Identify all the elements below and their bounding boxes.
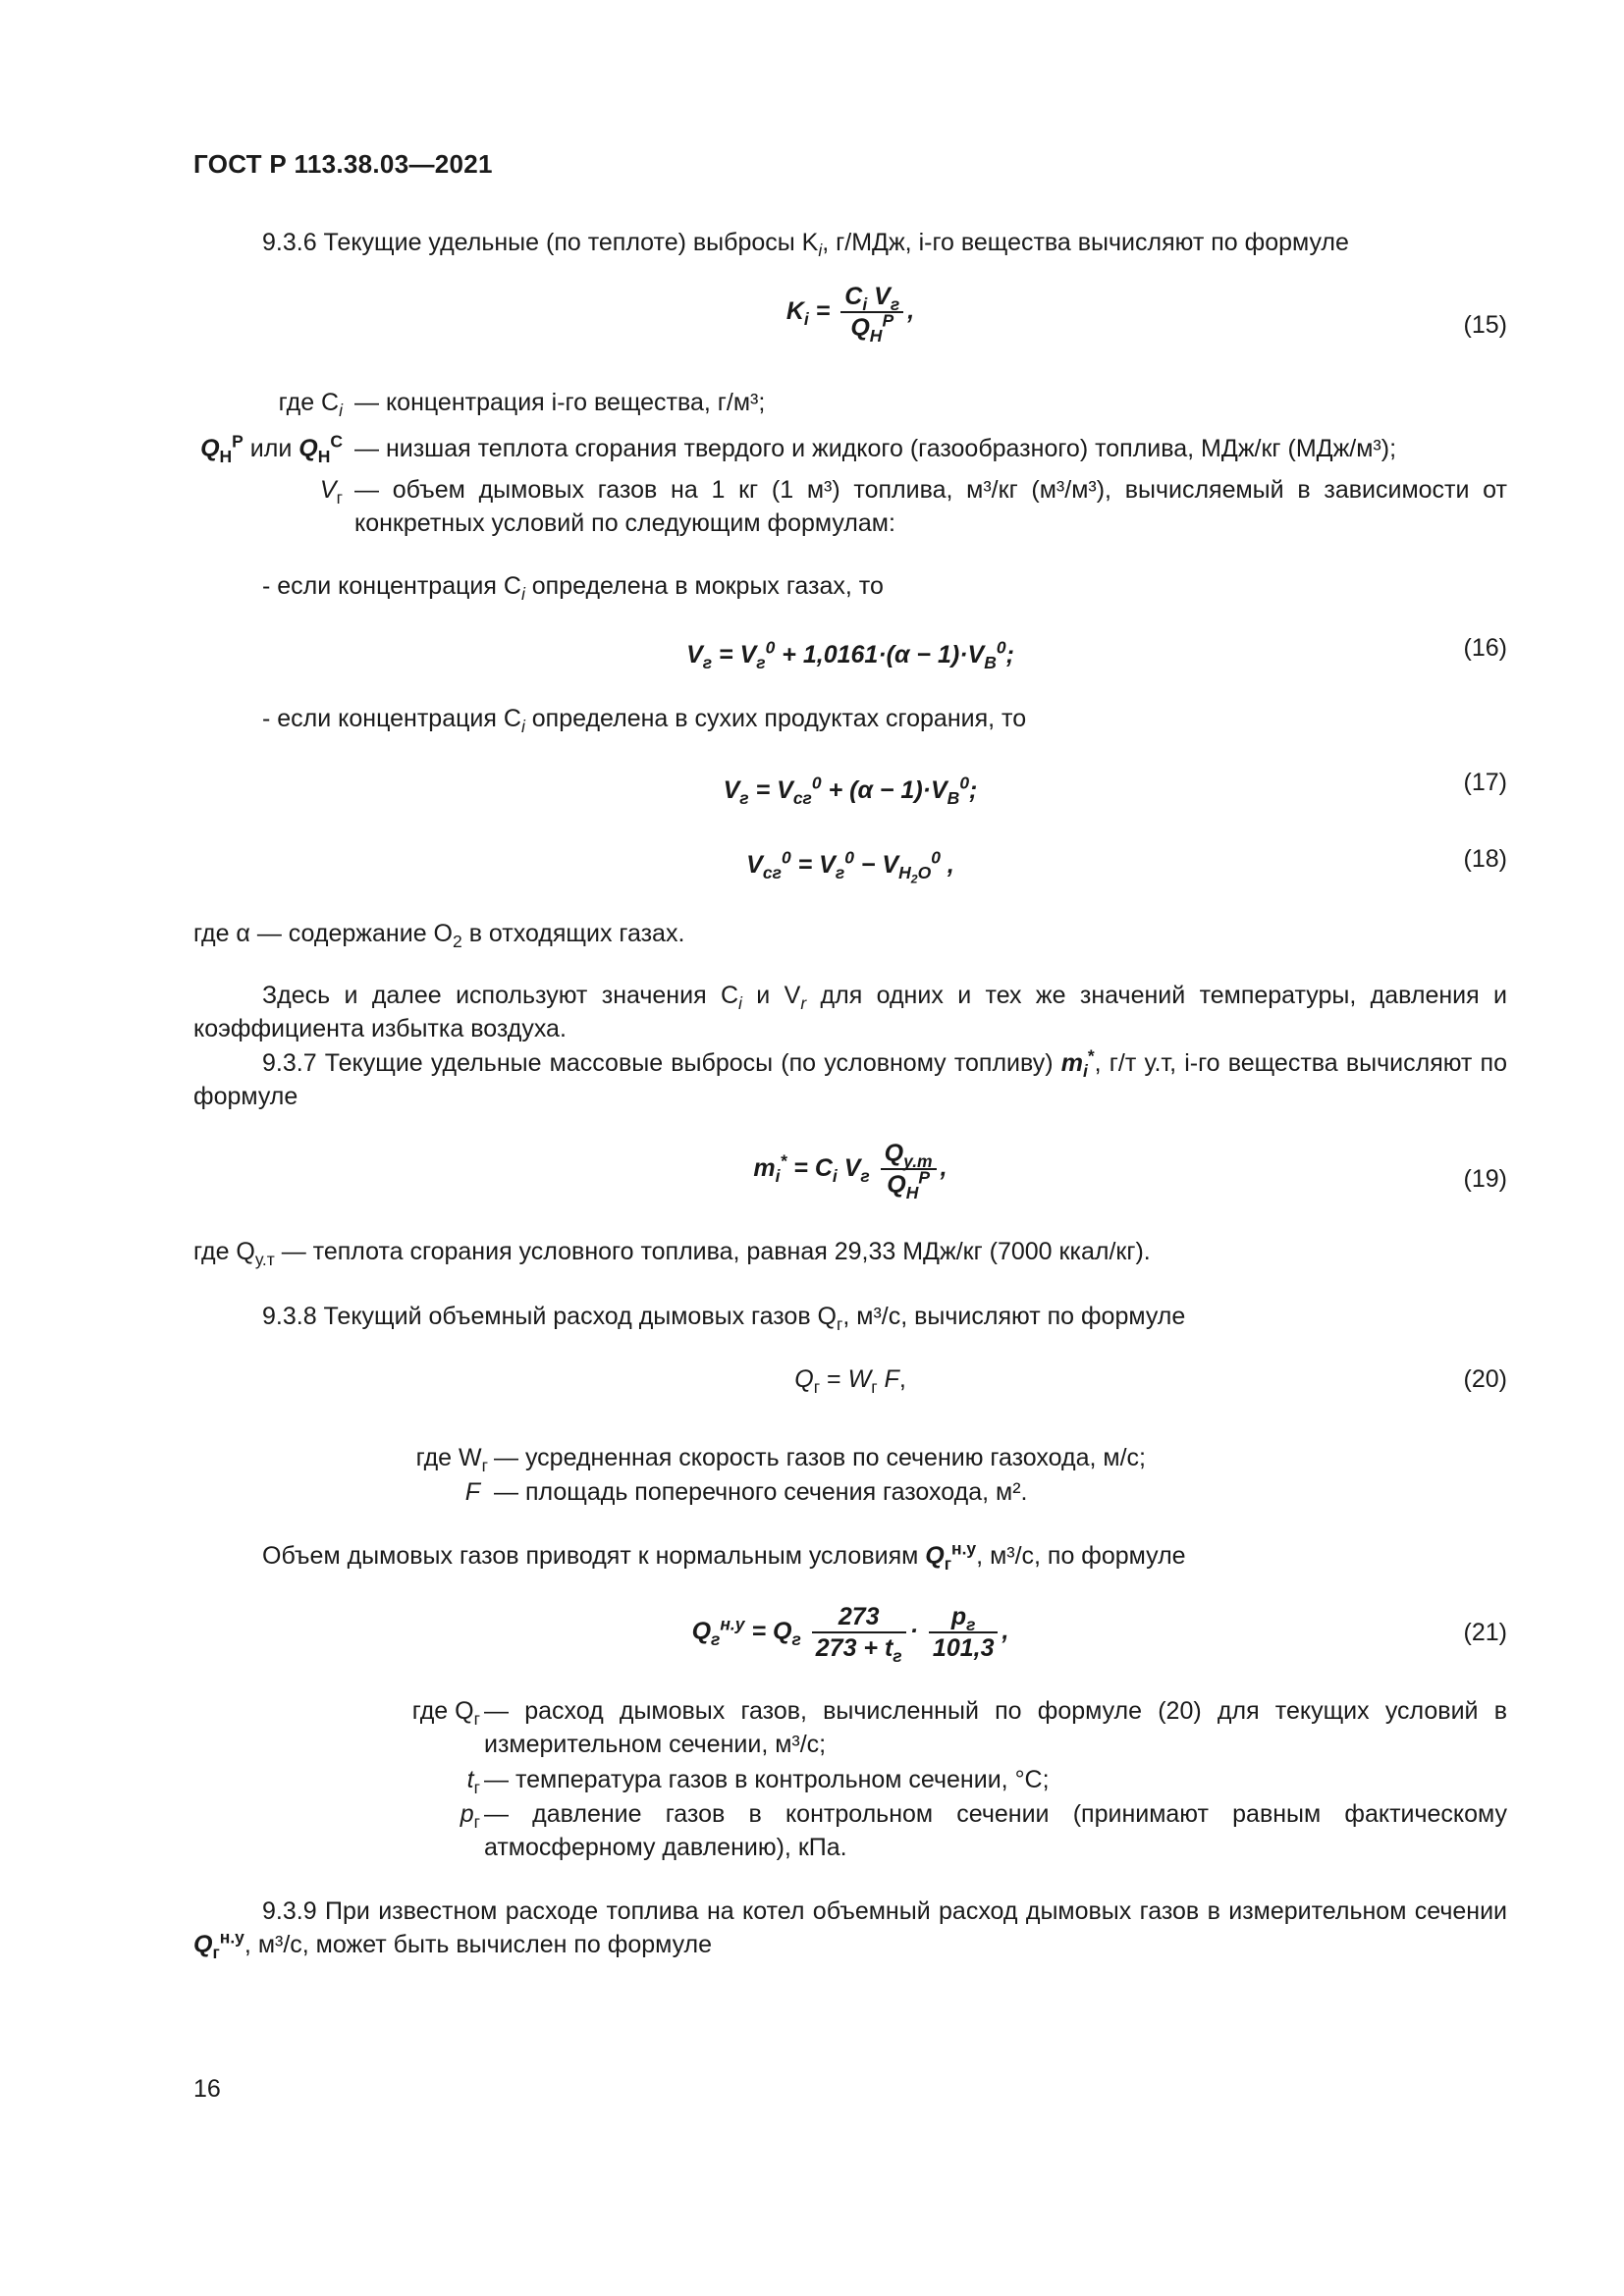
text: — теплота сгорания условного топлива, равная 29,33 МДж/кг (7000 ккал/кг). [274,1238,1151,1265]
text: 9.3.7 Текущие удельные массовые выбросы (по условному топливу) [262,1049,1061,1077]
text: 9.3.9 При известном расходе топлива на котел объемный расход дымовых газов в измерительном сечении [262,1897,1507,1925]
text: - если концентрация C [262,705,521,732]
formula-16: $V_г = V_г^0 + 1,0161\cdot(\alpha - 1)\cdot V_В^0$; [686,637,1014,672]
equation-number-15: (15) [1463,311,1507,339]
paragraph-9-3-8: 9.3.8 Текущий объемный расход дымовых газов $Q_г$, м³/с, вычисляют по формуле [262,1303,1186,1334]
formula-21: $Q_г^{н.у} = Q_г$ $\frac{273}{273 + t_г}$ · $\frac{p_г}{101,3}$ , [691,1603,1009,1666]
equation-number-17: (17) [1463,769,1507,796]
text: в отходящих газах. [461,920,685,947]
equation-number-21: (21) [1463,1619,1507,1646]
condition-dry: - если концентрация $C_i$ определена в сухих продуктах сгорания, то [262,705,1027,736]
text: Объем дымовых газов приводят к нормальным условиям [262,1542,926,1570]
document-header: ГОСТ Р 113.38.03—2021 [193,149,493,179]
label: p [460,1800,474,1828]
label: где W [415,1444,482,1471]
definition: — температура газов в контрольном сечении, °C; [484,1766,1050,1793]
definition: — низшая теплота сгорания твердого и жидкого (газообразного) топлива, МДж/кг (МДж/м³); [354,435,1397,462]
text: , м³/с, может быть вычислен по формуле [244,1931,713,1958]
text: , м³/с, вычисляют по формуле [842,1303,1186,1330]
subscript: i [818,240,823,260]
definition: — площадь поперечного сечения газохода, м². [494,1478,1028,1506]
text: , г/МДж, i-го вещества вычисляют по формуле [822,229,1349,256]
subscript: у.т [254,1250,275,1269]
paragraph-9-3-6 [193,226,1507,259]
text: где Q [193,1238,255,1265]
equation-number-20: (20) [1463,1365,1507,1393]
formula-15: $K_i$ = $\frac{C_i V_г}{Q_Н^P}$ , [785,283,915,346]
label: где C [278,389,340,416]
page-number: 16 [193,2075,221,2103]
label: F [464,1478,480,1506]
paragraph-here: Здесь и далее используют значения $C_i$ и $V_r$ для одних и тех же значений температуры, давления и коэффициента избытка воздуха. [193,982,1508,1042]
text: и V [741,982,801,1009]
definition: — концентрация i-го вещества, г/м³; [354,389,766,416]
text: где α — содержание O [193,920,454,947]
formula-19: $m_i^* = C_i$ $V_г$ $\frac{Q_{у.т}}{Q_Н^P}$ , [753,1140,947,1202]
label: V [319,476,337,504]
text: Q [794,1365,814,1393]
paragraph-9-3-9: 9.3.9 При известном расходе топлива на котел объемный расход дымовых газов в измерительном сечении $Q_г^{н.у}$, м³/с, может быть вычислен по формуле [193,1897,1507,1962]
definition: — усредненная скорость газов по сечению газохода, м/с; [494,1444,1146,1471]
paragraph-normal-conditions: Объем дымовых газов приводят к нормальным условиям $Q_г^{н.у}$, м³/с, по формуле [262,1538,1186,1574]
formula-20: $Q_г = W_г$ F, [794,1365,906,1397]
definition: — объем дымовых газов на 1 кг (1 м³) топлива, м³/кг (м³/м³), вычисляемый в зависимости от конкретных условий по следующим формулам: [354,476,1507,537]
text: - если концентрация C [262,572,521,600]
paragraph-9-3-7: 9.3.7 Текущие удельные массовые выбросы (по условному топливу) $m_i^*$, г/т у.т, i-го вещества вычисляют по формуле [193,1045,1507,1110]
condition-wet: - если концентрация $C_i$ определена в мокрых газах, то [262,572,884,604]
where-qyt [193,1235,1507,1268]
definition: — расход дымовых газов, вычисленный по формуле (20) для текущих условий в измерительном сечении, м³/с; [484,1697,1507,1758]
formula-17: $V_г = V_{сг}^0 + (\alpha - 1)\cdot V_В^0$; [723,773,978,808]
text: 9.3.6 Текущие удельные (по теплоте) выбросы K [262,229,819,256]
definition: — давление газов в контрольном сечении (принимают равным фактическому атмосферному давлению), кПа. [484,1800,1507,1861]
text: для одних и тех же значений температуры, давления и коэффициента избытка воздуха. [193,982,1508,1042]
equation-number-16: (16) [1463,634,1507,662]
text: Здесь и далее используют значения C [262,982,739,1009]
alpha-definition: где α — содержание $O_2$ в отходящих газах. [193,920,685,951]
text: определена в мокрых газах, то [524,572,884,600]
formula-18: $V_{сг}^0 = V_г^0 - V_{Н_2О}^0$ , [746,847,954,886]
label: где Q [411,1697,474,1725]
equation-number-18: (18) [1463,845,1507,873]
text: 9.3.8 Текущий объемный расход дымовых газов Q [262,1303,837,1330]
text: , м³/с, по формуле [976,1542,1186,1570]
text: определена в сухих продуктах сгорания, то [524,705,1027,732]
equation-number-19: (19) [1463,1165,1507,1193]
label: t [466,1766,474,1793]
text: , г/т у.т, i-го вещества вычисляют по формуле [193,1049,1507,1110]
